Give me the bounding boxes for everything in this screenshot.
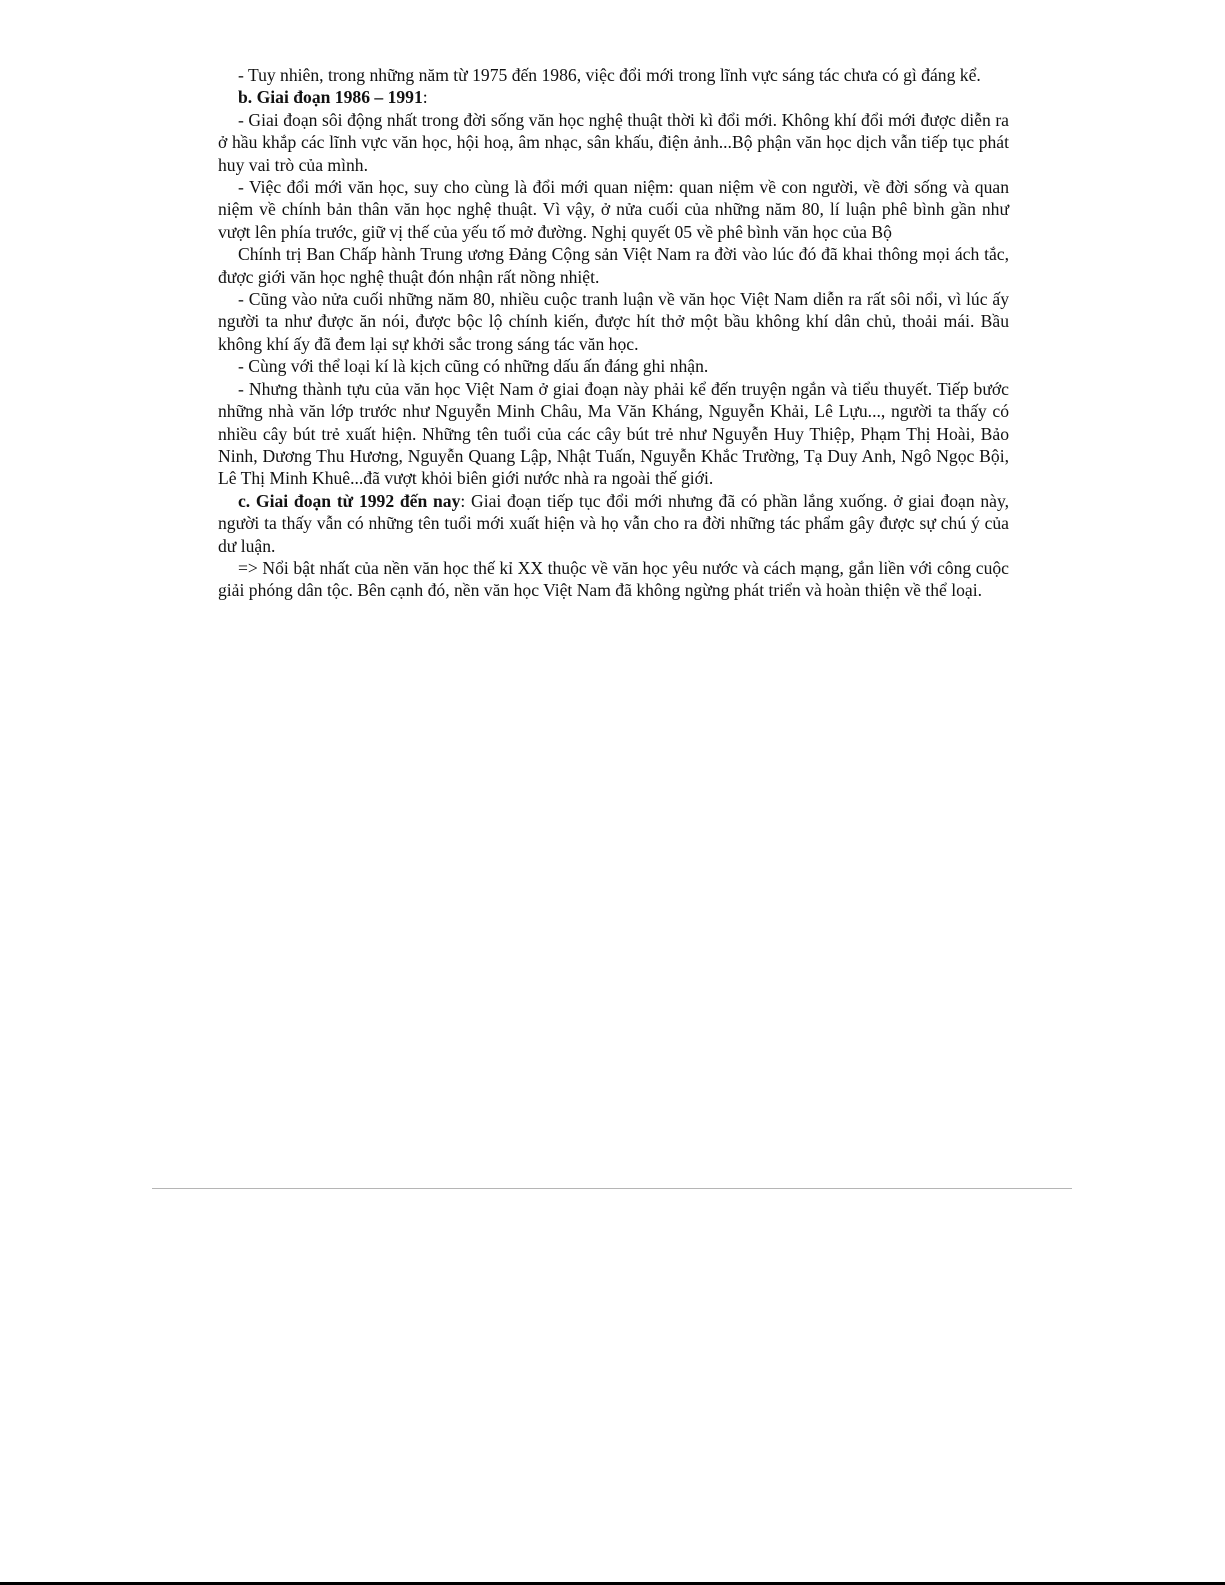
section-heading-c [218, 490, 1009, 557]
paragraph-achievements: - Nhưng thành tựu của văn học Việt Nam ở giai đoạn này phải kể đến truyện ngắn và tiểu thuyết. Tiếp bước những nhà văn lớp trước như Nguyễn Minh Châu, Ma Văn Kháng, Nguyễn Khải, Lê Lựu..., người ta thấy có nhiều cây bút trẻ xuất hiện. Những tên tuổi của các cây bút trẻ như Nguyễn Huy Thiệp, Phạm Thị Hoài, Bảo Ninh, Dương Thu Hương, Nguyễn Quang Lập, Nhật Tuấn, Nguyễn Khắc Trường, Tạ Duy Anh, Ngô Ngọc Bội, Lê Thị Minh Khuê...đã vượt khỏi biên giới nước nhà ra ngoài thế giới. [218, 378, 1009, 489]
section-heading-c-title: c. Giai đoạn từ 1992 đến nay [238, 490, 461, 511]
paragraph-drama: - Cùng với thể loại kí là kịch cũng có những dấu ấn đáng ghi nhận. [238, 356, 709, 377]
section-heading-b-title: b. Giai đoạn 1986 – 1991 [238, 87, 423, 108]
paragraph-lively-period: - Giai đoạn sôi động nhất trong đời sống văn học nghệ thuật thời kì đổi mới. Không khí đổi mới được diễn ra ở hầu khắp các lĩnh vực văn học, hội hoạ, âm nhạc, sân khấu, điện ảnh...Bộ phận văn học dịch vẫn tiếp tục phát huy vai trò của mình. [218, 109, 1009, 175]
paragraph-conclusion: => Nổi bật nhất của nền văn học thế kỉ XX thuộc về văn học yêu nước và cách mạng, gắn liền với công cuộc giải phóng dân tộc. Bên cạnh đó, nền văn học Việt Nam đã không ngừng phát triển và hoàn thiện về thể loại. [218, 557, 1009, 601]
section-heading-b [218, 86, 1009, 108]
document-body [218, 64, 1009, 602]
paragraph-innovation-concept: - Việc đổi mới văn học, suy cho cùng là đổi mới quan niệm: quan niệm về con người, về đời sống và quan niệm về chính bản thân văn học nghệ thuật. Vì vậy, ở nửa cuối của những năm 80, lí luận phê bình gần như vượt lên phía trước, giữ vị thế của yếu tố mở đường. Nghị quyết 05 về phê bình văn học của Bộ [218, 177, 1009, 242]
paragraph-debates: - Cũng vào nửa cuối những năm 80, nhiều cuộc tranh luận về văn học Việt Nam diễn ra rất sôi nổi, vì lúc ấy người ta như được ăn nói, được bộc lộ chính kiến, được hít thở một bầu không khí dân chủ, thoải mái. Bầu không khí ấy đã đem lại sự khởi sắc trong sáng tác văn học. [218, 289, 1009, 354]
paragraph-1975-1986: - Tuy nhiên, trong những năm từ 1975 đến 1986, việc đổi mới trong lĩnh vực sáng tác chưa có gì đáng kể. [238, 65, 981, 85]
paragraph-politburo: Chính trị Ban Chấp hành Trung ương Đảng Cộng sản Việt Nam ra đời vào lúc đó đã khai thông mọi ách tắc, được giới văn học nghệ thuật đón nhận rất nồng nhiệt. [218, 244, 1009, 287]
section-heading-b-suffix: : [422, 87, 428, 108]
page-divider [152, 1188, 1072, 1189]
section-heading-c-body: : Giai đoạn tiếp tục đổi mới nhưng đã có phần lắng xuống. ở giai đoạn này, người ta thấy vẫn có những tên tuổi mới xuất hiện và họ vẫn cho ra đời những tác phẩm gây được sự chú ý của dư luận. [218, 490, 1009, 556]
